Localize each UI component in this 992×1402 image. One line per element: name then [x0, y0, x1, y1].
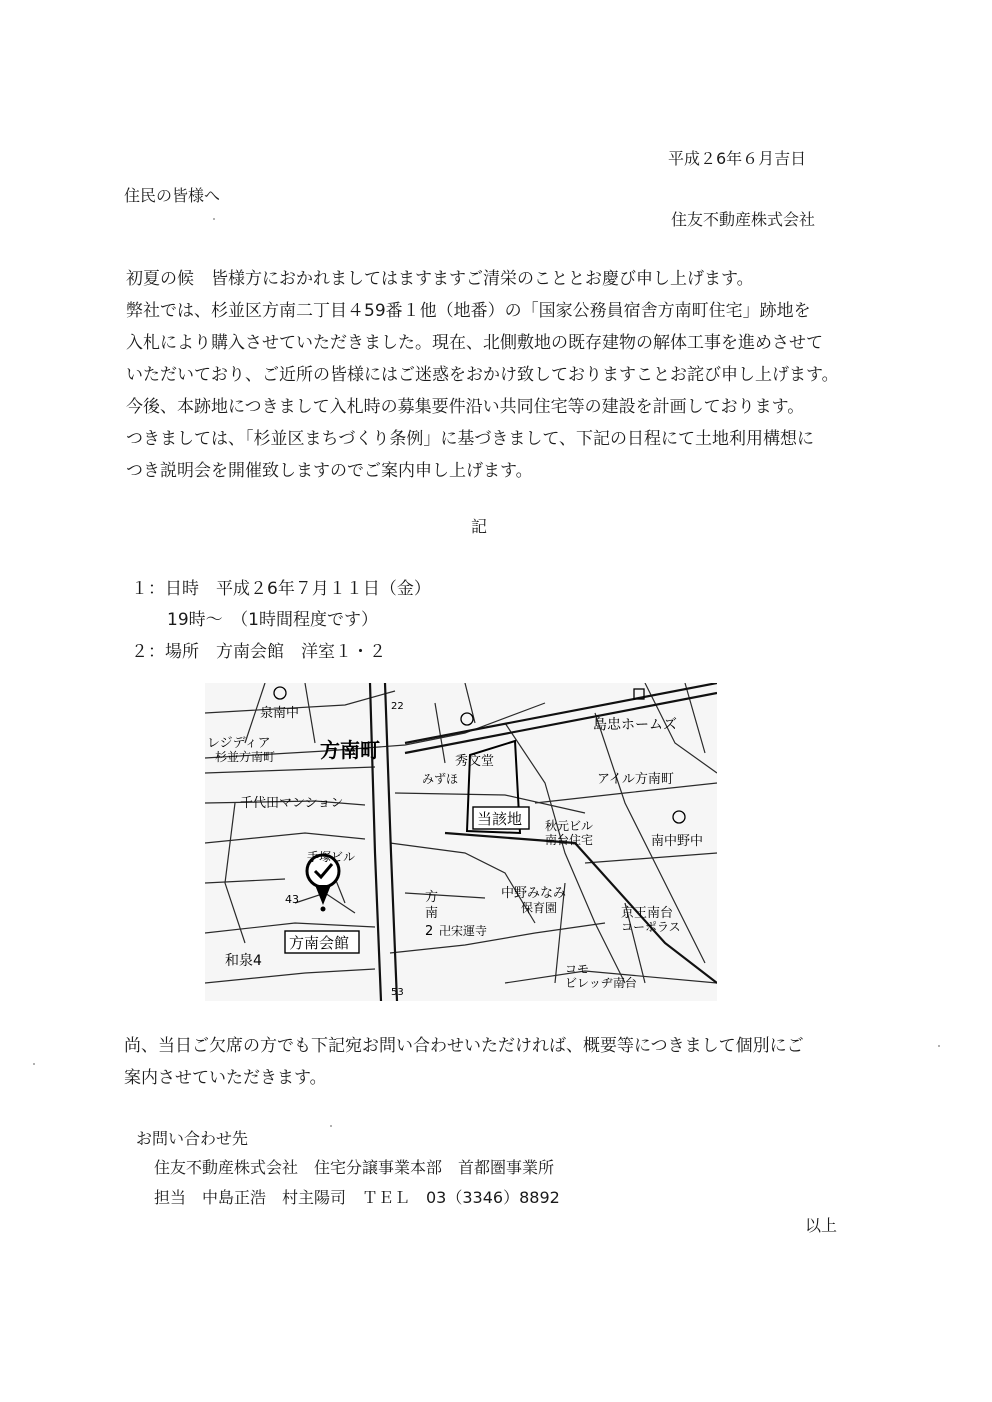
body-line: 弊社では、杉並区方南二丁目４59番１他（地番）の「国家公務員宿舎方南町住宅」跡地を — [126, 301, 811, 321]
map-label-minaminakano: 南中野中 — [651, 834, 704, 849]
body-line: 入札により購入させていただきました。現在、北側敷地の既存建物の解体工事を進めさせて — [126, 333, 823, 353]
map-label-honan-b: 南 — [425, 906, 439, 921]
map-label-como: コモ — [565, 962, 590, 976]
map-label-village: ビレッヂ南台 — [565, 976, 637, 990]
map-label-tougai: 当該地 — [477, 810, 523, 828]
map-label-honancho: 方南町 — [320, 738, 380, 762]
body-line: 初夏の候 皆様方におかれましてはますますご清栄のこととお慶び申し上げます。 — [126, 269, 754, 289]
map-label-honan-a: 方 — [425, 890, 439, 905]
map-label-shimachu: 島忠ホームズ — [593, 717, 677, 733]
map-label-53: 53 — [391, 987, 404, 998]
map-label-suginami-honan: 杉並方南町 — [215, 750, 276, 764]
place-line: ２：場所 方南会館 洋室１・２ — [131, 642, 386, 662]
map-label-chiyoda: 千代田マンション — [240, 796, 344, 811]
map-label-keio: 京王南台 — [621, 906, 674, 921]
map-label-minamidai: 南台住宅 — [545, 833, 594, 847]
map-label-akimoto: 秋元ビル — [545, 819, 594, 833]
recipient: 住民の皆様へ — [124, 186, 221, 205]
map-label-hidebun: 秀文堂 — [455, 754, 495, 769]
note-line: 案内させていただきます。 — [124, 1068, 327, 1088]
contact-heading: お問い合わせ先 — [136, 1129, 249, 1148]
note-line: 尚、当日ご欠席の方でも下記宛お問い合わせいただければ、概要等につきまして個別にご — [124, 1036, 804, 1056]
map-label-corporace: コーポラス — [621, 920, 681, 934]
letter-date: 平成２6年６月吉日 — [668, 149, 807, 168]
scan-speck — [33, 1063, 35, 1065]
map-label-building: 手塚ビル — [307, 850, 356, 864]
map-label-honan-c: 2 — [425, 924, 434, 939]
closing: 以上 — [805, 1216, 838, 1235]
body-line: つきましては、「杉並区まちづくり条例」に基づきまして、下記の日程にて土地利用構想に — [126, 429, 814, 449]
map-label-izumi-minami: 泉南中 — [260, 706, 300, 721]
map-label-honan-kaikan: 方南会館 — [289, 934, 350, 952]
scan-speck — [330, 1125, 332, 1127]
letter-body — [126, 263, 866, 487]
body-line: つき説明会を開催致しますのでご案内申し上げます。 — [126, 461, 533, 481]
map-label-43: 43 — [285, 893, 299, 906]
location-map — [205, 683, 717, 1001]
time-line: 19時～ （1時間程度です） — [167, 610, 378, 630]
map-label-renjoji: 卍宋運寺 — [439, 924, 488, 938]
map-label-nakano-minami: 中野みなみ — [501, 886, 567, 901]
contact-person: 担当 中島正浩 村主陽司 ＴＥＬ 03（3346）8892 — [154, 1188, 560, 1207]
scan-speck — [938, 1045, 940, 1047]
map-label-residia: レジディア — [207, 736, 271, 751]
datetime-line: １：日時 平成２6年７月１１日（金） — [131, 579, 431, 599]
map-label-mizuho: みずほ — [422, 772, 459, 786]
map-label-aile: アイル方南町 — [597, 772, 674, 787]
contact-company: 住友不動産株式会社 住宅分譲事業本部 首都圏事業所 — [154, 1158, 555, 1177]
map-label-22: 22 — [391, 701, 404, 712]
sender-company: 住友不動産株式会社 — [671, 210, 816, 229]
map-label-hoikuen: 保育園 — [521, 901, 558, 915]
body-line: いただいており、ご近所の皆様にはご迷惑をおかけ致しておりますことお詫び申し上げます。 — [126, 365, 839, 385]
scan-speck — [213, 218, 215, 220]
map-label-izumi4: 和泉4 — [225, 953, 262, 969]
ki-heading: 記 — [471, 517, 488, 536]
body-line: 今後、本跡地につきまして入札時の募集要件沿い共同住宅等の建設を計画しております。 — [126, 397, 805, 417]
